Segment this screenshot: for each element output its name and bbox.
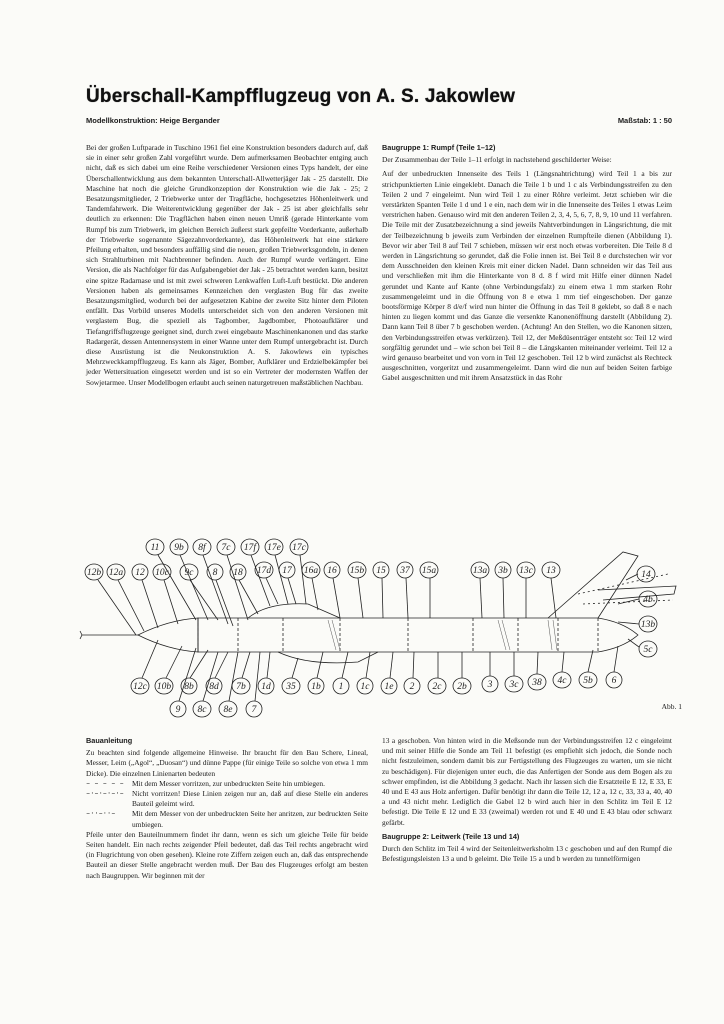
label-bubble — [381, 652, 397, 694]
baugruppe-2-heading: Baugruppe 2: Leitwerk (Teile 13 und 14) — [382, 831, 520, 841]
bauanleitung-column — [86, 736, 368, 881]
baugruppe-1-text: Auf der unbedruckten Innenseite des Teils 1 (Längsnahtrichtung) wird Teil 1 a bis zur strichpunktierten Linie eingeklebt. Danach die Teile 1 b und 1 c als Verbindungsstreifen zu den Teilen 2 und 7 eingeleimt. Nun wird Teil 1 zu einer Röhre verleimt. Jetzt schieben wir die verstärkten Spanten Teile 1 d und 1 e ein, nach dem wir in die Innenseite des Teiles 1 etwas Leim verstrichen haben. Genauso wird mit den anderen Teilen 2, 3, 4, 5, 6, 7, 8, 9, 10 und 11 verfahren. Die Teile mit der Zusatzbezeichnung a sind jeweils Nahtverbindungen in Längsrichtung, die mit der Teilbezeichnung b jeweils zum Verbinden der einzelnen Rumpfteile dienen (Abbildung 1). Bevor wir aber Teil 8 auf Teil 7 schieben, müssen wir erst noch etwas vorbereiten. Die Teile 8 d werden in Längsrichtung so gerundet, daß die Folie innen ist. Bei Teil 8 e durchstechen wir vor dem Ausschneiden den kleinen Kreis mit einer dicken Nadel. Dann schneiden wir das Teil aus und verschließen mit ihm die Hinterkante von 8 d. 8 f wird mit Hilfe einer dünnen Nadel gerundet und Kante auf Kante (ohne Verbindungsfalz) zu einem etwa 1 mm starken Rohr zusammengeleimt und in die Öffnung von 8 e etwa 1 mm tief eingeschoben. Der ganze bootsförmige Körper 8 d/e/f wird nun hinter die Öffnung in das Teil 8 geklebt, so daß 8 e nach hinten zu liegen kommt und das Ganze die versenkte Kanonenöffnung darstellt (Abbildung 2). Dann kann Teil 8 über 7 b geschoben werden. (Achtung! An den Stellen, wo die Kanonen sitzen, den Verbindungsstreifen etwas verkürzen). Teil 12, der Meßdüsenträger entsteht so: Teil 12 wird sorgfältig gerundet und – wie schon bei Teil 8 – die Längskanten miteinander verleimt. Teil 12 a wird genauso bearbeitet und von vorn in Teil 12 geschoben. Teil 12 b wird zunächst als Rechteck ausgeschnitten, vorgeritzt und zusammengeleimt. Dann wird die nun auf beiden Seiten farbige Gabel ausgeschnitten und mit ihrem Ansatzstück in das Rohr — [382, 169, 672, 383]
label-bubble — [606, 646, 622, 688]
label-bubble — [181, 650, 208, 694]
label-bubble — [528, 652, 546, 690]
label-bubble — [206, 652, 228, 694]
svg-text:3: 3 — [487, 680, 493, 690]
svg-text:8c: 8c — [197, 705, 207, 715]
svg-text:1c: 1c — [360, 682, 370, 692]
svg-text:8e: 8e — [223, 705, 233, 715]
bauanleitung-intro: Zu beachten sind folgende allgemeine Hinweise. Ihr braucht für den Bau Schere, Lineal, Messer, Leim („Agol“, „Duosan“) und dünne Pappe (für einige Teile so solche von etwa 1 mm Dicke). Die einzelnen Linienarten bedeuten — [86, 748, 368, 778]
line-symbol-dashdot: –·–·–·–·– — [86, 790, 124, 799]
svg-text:8: 8 — [212, 568, 218, 578]
fuselage-body — [198, 618, 638, 652]
line-symbol-dashed: – – – – – — [86, 779, 124, 788]
label-bubble — [453, 652, 471, 694]
svg-text:15: 15 — [376, 566, 386, 576]
label-bubble — [279, 562, 296, 604]
svg-text:12b: 12b — [86, 568, 102, 578]
legend-row — [86, 779, 368, 789]
svg-text:15a: 15a — [421, 566, 437, 576]
label-bubble — [282, 658, 300, 694]
svg-text:5c: 5c — [643, 645, 653, 655]
continuation-column — [382, 736, 672, 864]
svg-text:1b: 1b — [311, 682, 321, 692]
label-bubble — [579, 650, 597, 688]
svg-text:1e: 1e — [384, 682, 394, 692]
nose-section — [138, 618, 198, 652]
label-bubble — [517, 562, 535, 618]
svg-text:4b: 4b — [643, 595, 653, 605]
svg-text:7b: 7b — [236, 682, 246, 692]
svg-text:8d: 8d — [209, 682, 219, 692]
label-bubble — [373, 562, 389, 618]
svg-text:15b: 15b — [349, 566, 365, 576]
svg-text:13b: 13b — [640, 620, 656, 630]
baugruppe-2-text: Durch den Schlitz im Teil 4 wird der Seitenleitwerksholm 13 c geschoben und auf den Rumpf die Befestigungsleisten 13 a und b geleimt. Die Teile 15 a und b werden zu tunnelförmigen — [382, 844, 672, 864]
baugruppe-1-column — [382, 143, 672, 384]
svg-text:17d: 17d — [256, 566, 272, 576]
svg-text:37: 37 — [400, 566, 410, 576]
svg-text:1: 1 — [338, 682, 344, 692]
legend-text: Nicht vorritzen! Diese Linien zeigen nur an, daß auf diese Stelle ein anderes Bauteil geleimt wird. — [132, 789, 368, 809]
label-bubble — [153, 564, 178, 624]
svg-text:14: 14 — [641, 570, 651, 580]
label-bubble — [482, 652, 498, 692]
aircraft-drawing — [78, 534, 678, 724]
label-bubble — [207, 564, 233, 626]
svg-text:17f: 17f — [243, 543, 257, 553]
svg-text:9c: 9c — [184, 568, 194, 578]
label-bubble — [324, 562, 340, 618]
svg-text:17e: 17e — [267, 543, 281, 553]
svg-text:6: 6 — [611, 676, 617, 686]
svg-text:35: 35 — [286, 682, 296, 692]
legend-text: Mit dem Messer von der unbedruckten Seite her anritzen, zur bedruckten Seite umbiegen. — [132, 809, 368, 829]
canopy — [248, 604, 340, 618]
svg-text:38: 38 — [532, 678, 542, 688]
svg-text:16: 16 — [327, 566, 337, 576]
svg-text:9b: 9b — [174, 543, 184, 553]
intro-column — [86, 143, 368, 388]
svg-text:5b: 5b — [583, 676, 593, 686]
label-bubble — [505, 652, 523, 692]
legend-text: Mit dem Messer vorritzen, zur unbedruckten Seite hin umbiegen. — [132, 778, 325, 788]
svg-text:17c: 17c — [292, 543, 306, 553]
svg-text:13a: 13a — [472, 566, 488, 576]
label-bubble — [155, 646, 182, 694]
svg-text:2c: 2c — [432, 682, 442, 692]
label-bubble — [618, 591, 657, 607]
svg-text:11: 11 — [150, 543, 160, 553]
svg-text:1d: 1d — [261, 682, 271, 692]
label-bubble — [333, 652, 349, 694]
svg-text:3c: 3c — [509, 680, 519, 690]
label-bubble — [420, 562, 438, 618]
legend-row — [86, 809, 368, 829]
continuation-text: 13 a geschoben. Von hinten wird in die Meßsonde nun der Verbindungsstreifen 12 c eingeleimt und mit seiner Hilfe die Sonde am Teil 11 befestigt (es empfiehlt sich jedoch, die Sonde noch nicht festzuleimen, sondern damit bis zur Fertigstellung des Flugzeuges zu warten, um sie nicht zu beschädigen). Für diejenigen unter euch, die das Anfertigen der Sonde aus dem Bogen als zu schwer empfinden, ist die Abbildung 3 gedacht. Nach ihr lassen sich die Ersatzteile E 12, E 33, E 40 und E 43 aus Holz anfertigen. Dafür benötigt ihr dann die Teile 12, 12 a, 12 c, 33, 33 a, 40, 40 a und 43 nicht mehr. Lediglich die Gabel 12 b wird auch hier in den Schlitz im Teil E 12 befestigt. Die Teile E 12 und E 33 (zweimal) werden rot und E 40 und E 43 blau oder schwarz gefärbt. — [382, 736, 672, 827]
label-bubble — [132, 564, 158, 628]
label-bubble — [404, 652, 420, 694]
tailplane — [598, 586, 676, 600]
svg-text:8b: 8b — [184, 682, 194, 692]
svg-text:12a: 12a — [108, 568, 124, 578]
author-line: Modellkonstruktion: Heige Bergander — [86, 116, 220, 125]
label-bubble — [428, 652, 446, 694]
baugruppe-1-lead: Der Zusammenbau der Teile 1–11 erfolgt in nachstehend geschilderter Weise: — [382, 155, 612, 165]
svg-text:16a: 16a — [303, 566, 319, 576]
label-bubble — [628, 639, 657, 657]
label-bubble — [495, 562, 511, 618]
svg-text:18: 18 — [233, 568, 243, 578]
svg-text:10c: 10c — [155, 568, 169, 578]
svg-text:2: 2 — [409, 682, 415, 692]
bauanleitung-text: Pfeile unter den Bauteilnummern findet ihr dann, wenn es sich um gleiche Teile für beide Seiten handelt. Ein nach rechts zeigender Pfeil bedeutet, daß das Teil rechts angebracht wird (in Flugrichtung von oben gesehen). Kleine rote Ziffern zeigen euch an, daß das entsprechende Bauteil an dieser Stelle angebracht werden muß. Der Bau des Flugzeuges erfolgt am besten nach Baugruppen. Wir beginnen mit der — [86, 829, 368, 880]
label-bubble — [258, 652, 274, 694]
label-bubble — [618, 616, 657, 632]
svg-text:2b: 2b — [457, 682, 467, 692]
figure-caption: Abb. 1 — [661, 702, 682, 711]
svg-text:17: 17 — [282, 566, 292, 576]
svg-text:7c: 7c — [221, 543, 231, 553]
svg-text:12: 12 — [135, 568, 145, 578]
baugruppe-1-heading: Baugruppe 1: Rumpf (Teile 1–12) — [382, 143, 496, 152]
svg-text:4c: 4c — [557, 676, 567, 686]
svg-text:10b: 10b — [156, 682, 172, 692]
svg-text:7: 7 — [251, 705, 257, 715]
label-bubble — [302, 562, 320, 610]
svg-text:3b: 3b — [498, 566, 508, 576]
line-symbol-dashdotdot: –··–··– — [86, 810, 116, 819]
radar-tub — [278, 652, 378, 663]
tail-fin — [548, 552, 638, 618]
scale-label: Maßstab: 1 : 50 — [617, 116, 672, 125]
page-title: Überschall-Kampfflugzeug von A. S. Jakowlew — [86, 86, 516, 107]
svg-text:9: 9 — [175, 705, 181, 715]
intro-text: Bei der großen Luftparade in Tuschino 1961 fiel eine Konstruktion besonders dadurch auf, daß sie in einer sehr großen Zahl vorgeführt wurde. Dem aufmerksamen Beobachter entging auch nicht, daß es sich dabei um eine Reihe verschiedener Versionen eines Typs handelt, der eine Überschallentwicklung aus dem bekannten Unterschall-Allwetterjäger Jak - 25 darstellt. Die Maschine hat noch die gleiche Grundkonzeption der Konstruktion wie die Jak - 25; 2 Besatzungsmitglieder, 2 Triebwerke unter der Tragfläche, hochgesetztes Höhenleitwerk und Tandemfahrwerk. Die Weiterentwicklung gegenüber der Jak - 25 ist aber gleichfalls sehr deutlich zu erkennen: Die Tragflächen haben einen neuen Umriß (gerade Hinterkante vom Rumpf bis zum Triebwerk, im gleichen Bereich äußerst stark gepfeilte Vorderkante, außerhalb der Triebwerke sogenannte Sägezahnvorderkante), das Höhenleitwerk hat eine stärkere Pfeilung erhalten, und besonders auffällig sind die neuen, großen Triebwerksgondeln, in denen sich Strahlturbinen mit Nachbrenner befinden. Auch der Rumpf wurde verlängert. Eine Version, die als Nachfolger für das Aufgabengebiet der Jak - 25 betrachtet werden kann, besitzt eine spitze Radarnase und ist mit zwei schweren Lenkwaffen Luft-Luft bestückt. Die anderen Versionen haben als gemeinsames Kennzeichen den verglasten Bug für das zweite Besatzungsmitglied, wodurch bei der aufgesetzten Kabine der zweite Sitz hinter dem Piloten entfällt. Das Vorbild unseres Modells unterscheidet sich von den anderen Versionen mit verglastem Bug, die speziell als Tagbomber, Jagdbomber, Photoaufklärer und Tiefangriffsflugzeuge geeignet sind, durch zwei eingebaute Maschinenkanonen und das starke Radargerät, dessen Antennensystem in einer Wanne unter dem Rumpf untergebracht ist. Durch diese Ausrüstung ist die Neukonstruktion A. S. Jakowlews ein typisches Mehrzweckkampfflugzeug. Es kann als Jäger, Bomber, Aufklärer und Erdzielbekämpfer bei jeder Wettersituation eingesetzt werden und ist so ein Vertreter der modernsten Waffen der Sowjetarmee. Unser Modellbogen erlaubt auch seinen naturgetreuen maßstäblichen Nachbau. — [86, 143, 368, 387]
label-bubble — [232, 652, 250, 694]
label-bubble — [348, 562, 366, 618]
label-bubble — [471, 562, 489, 618]
label-bubble — [553, 652, 571, 688]
bauanleitung-heading: Bauanleitung — [86, 736, 133, 745]
label-bubble — [397, 562, 413, 618]
label-bubble — [308, 652, 324, 694]
label-bubble — [131, 640, 158, 694]
label-bubble — [246, 652, 262, 717]
svg-text:13c: 13c — [519, 566, 533, 576]
svg-text:8f: 8f — [198, 543, 206, 553]
svg-text:13: 13 — [546, 566, 556, 576]
legend-row — [86, 789, 368, 809]
svg-text:12c: 12c — [133, 682, 147, 692]
